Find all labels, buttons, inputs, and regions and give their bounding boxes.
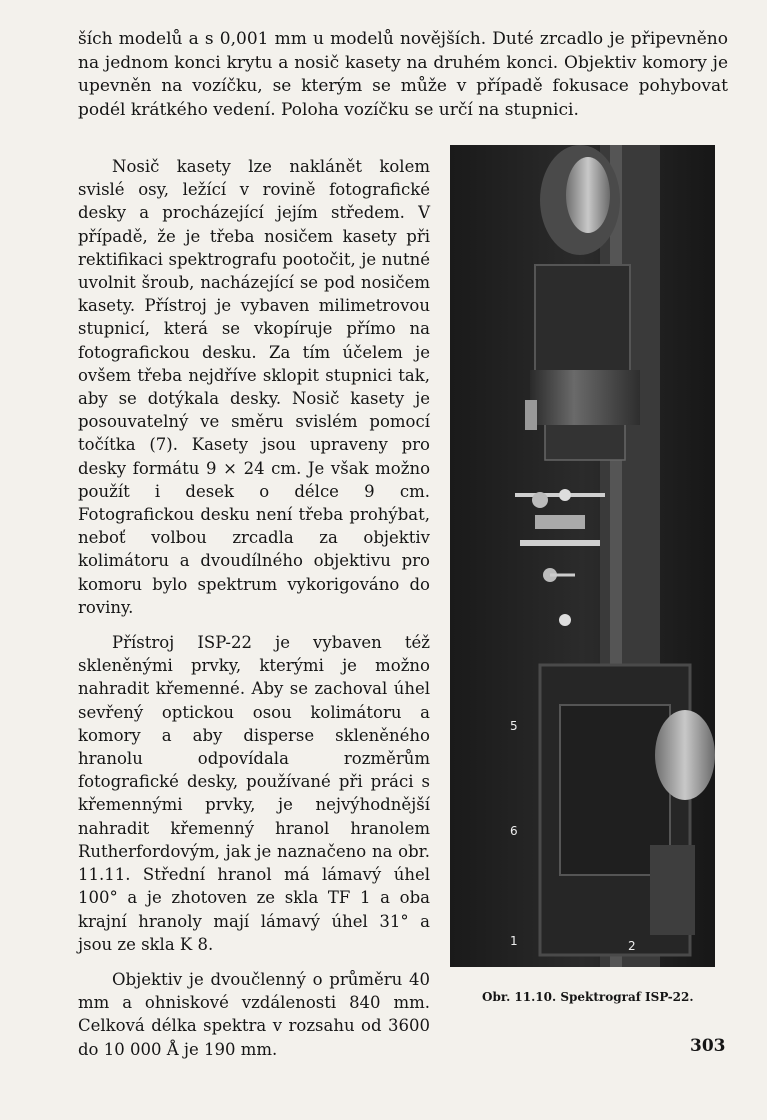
svg-text:5: 5 [510,719,518,733]
svg-text:2: 2 [628,939,636,953]
text-column [78,155,430,1073]
svg-text:1: 1 [510,934,518,948]
paragraph-glass-elements: Přístroj ISP-22 je vybaven též skleněnými prvky, kterými je možno nahradit křemenné. Aby se zachoval úhel sevřený optickou osou kolimátoru a komory a aby disperse skleněného hranolu odpovídala rozměrům fotografické desky, používané při práci s křemennými prvky, je nejvýhodnější nahradit křemenný hranol hranolem Rutherfordovým, jak je naznačeno na obr. 11.11. Střední hranol má lámavý úhel 100° a je zhotoven ze skla TF 1 a oba krajní hranoly mají lámavý úhel 31° a jsou ze skla K 8. [78,633,430,954]
paragraph-objective: Objektiv je dvoučlenný o průměru 40 mm a ohniskové vzdálenosti 840 mm. Celková délka spektra v rozsahu od 3600 do 10 000 Å je 190 mm. [78,969,430,1059]
paragraph-cassette-holder: Nosič kasety lze naklánět kolem svislé osy, ležící v rovině fotografické desky a procházející jejím středem. V případě, že je třeba nosičem kasety při rektifikaci spektrografu pootočit, je nutné uvolnit šroub, nacházející se pod nosičem kasety. Přístroj je vybaven milimetrovou stupnicí, která se vkopíruje přímo na fotografickou desku. Za tím účelem je ovšem třeba nejdříve sklopit stupnici tak, aby se dotýkala desky. Nosič kasety je posouvatelný ve směru svislém pomocí točítka (7). Kasety jsou upraveny pro desky formátu 9 × 24 cm. Je však možno použít i desek o délce 9 cm. Fotografickou desku není třeba prohýbat, neboť volbou zrcadla za objektiv kolimátoru a dvoudílného objektivu pro komoru bylo spektrum vykorigováno do roviny. [78,157,430,617]
figure-caption: Obr. 11.10. Spektrograf ISP-22. [482,990,694,1004]
svg-text:6: 6 [510,824,518,838]
spectrograph-photo-image [450,145,715,967]
spectrograph-photo [450,145,715,967]
page-number: 303 [690,1036,726,1056]
top-paragraph: ších modelů a s 0,001 mm u modelů novějších. Duté zrcadlo je připevněno na jednom konci krytu a nosič kasety na druhém konci. Objektiv komory je upevněn na vozíčku, se kterým se může v případě fokusace pohybovat podél krátkého vedení. Poloha vozíčku se určí na stupnici. [78,29,728,120]
